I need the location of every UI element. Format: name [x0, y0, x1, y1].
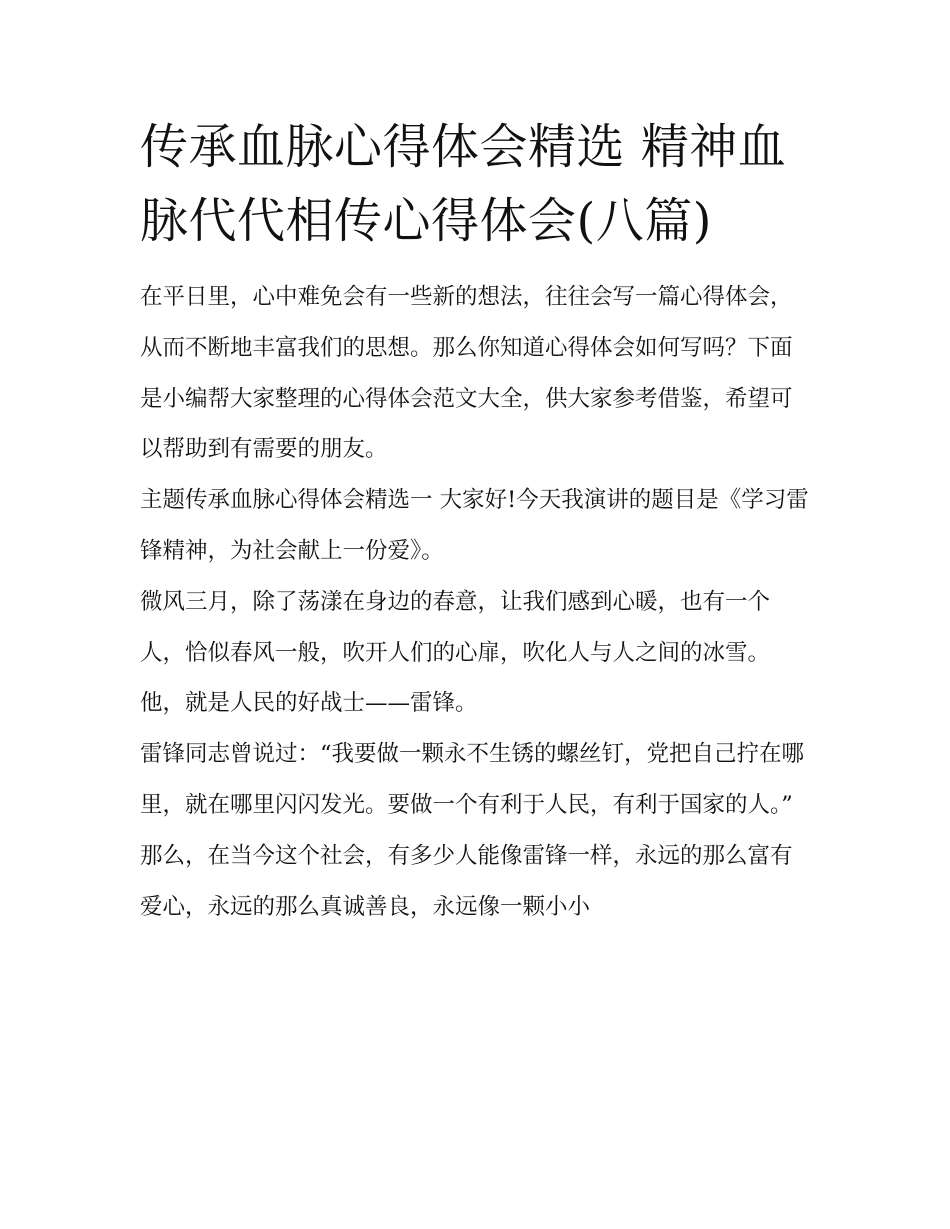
- paragraph-quote: 雷锋同志曾说过：“我要做一颗永不生锈的螺丝钉，党把自己拧在哪里，就在哪里闪闪发光。要做一个有利于人民，有利于国家的人。”: [140, 741, 805, 818]
- paragraph-spring: 微风三月，除了荡漾在身边的春意，让我们感到心暖，也有一个人，恰似春风一般，吹开人们的心扉，吹化人与人之间的冰雪。他，就是人民的好战士——雷锋。: [140, 588, 771, 717]
- document-body: [140, 272, 812, 932]
- paragraph-topic: 主题传承血脉心得体会精选一 大家好!今天我演讲的题目是《学习雷锋精神，为社会献上一份爱》。: [140, 487, 809, 564]
- document-page: [140, 110, 812, 932]
- document-title: 传承血脉心得体会精选 精神血脉代代相传心得体会(八篇): [140, 119, 787, 249]
- paragraph-intro: 在平日里，心中难免会有一些新的想法，往往会写一篇心得体会，从而不断地丰富我们的思想。那么你知道心得体会如何写吗？下面是小编帮大家整理的心得体会范文大全，供大家参考借鉴，希望可以帮助到有需要的朋友。: [140, 284, 793, 463]
- paragraph-society: 那么，在当今这个社会，有多少人能像雷锋一样，永远的那么富有爱心，永远的那么真诚善良，永远像一颗小小: [140, 842, 793, 920]
